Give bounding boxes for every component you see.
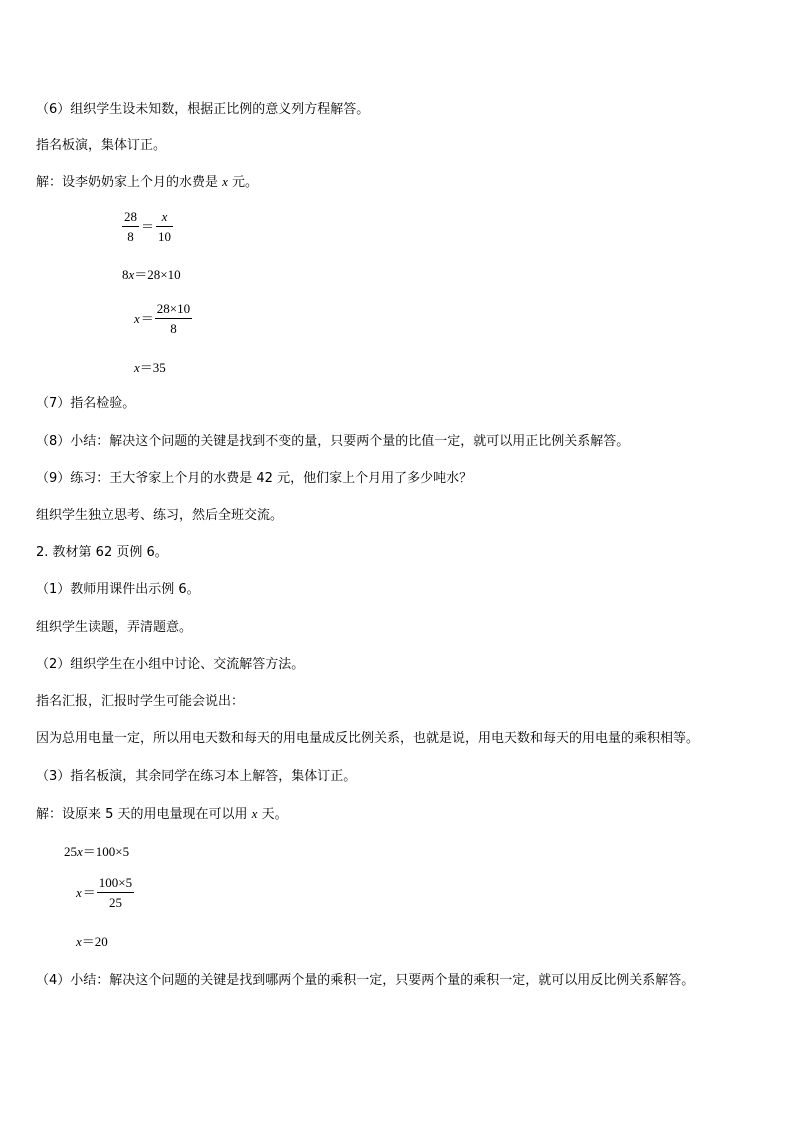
equation-divide <box>76 876 134 910</box>
equation-product <box>64 845 129 859</box>
paragraph-step-4-summary: （4）小结：解决这个问题的关键是找到哪两个量的乘积一定，只要两个量的乘积一定，就可以用反比例关系解答。 <box>36 973 695 988</box>
paragraph-solution-setup-2 <box>36 806 288 823</box>
variable-x: x <box>77 844 83 859</box>
fraction-denominator: 8 <box>127 229 134 244</box>
fraction <box>97 876 134 910</box>
variable-x: x <box>222 174 228 189</box>
fraction-numerator: 28×10 <box>155 302 192 319</box>
equation-divide <box>134 302 192 336</box>
paragraph-inverse-proportion-reason: 因为总用电量一定，所以用电天数和每天的用电量成反比例关系，也就是说，用电天数和每天的用电量的乘积相等。 <box>36 731 700 746</box>
equation-cross-multiply <box>122 268 181 282</box>
equation-rhs: ＝20 <box>81 934 108 949</box>
solution-suffix: 天。 <box>257 807 288 822</box>
variable-x: x <box>251 806 258 821</box>
paragraph-step-8-summary: （8）小结：解决这个问题的关键是找到不变的量，只要两个量的比值一定，就可以用正比例关系解答。 <box>36 434 630 449</box>
equation-rhs: ＝100×5 <box>82 844 130 859</box>
equals-sign: ＝ <box>82 885 96 900</box>
paragraph-step-1: （1）教师用课件出示例 6。 <box>36 582 200 597</box>
paragraph-solution-setup-1 <box>36 174 258 191</box>
paragraph-step-3: （3）指名板演，其余同学在练习本上解答，集体订正。 <box>36 769 357 784</box>
variable-x: x <box>134 360 140 375</box>
equation-proportion <box>122 210 173 244</box>
fraction-left <box>122 210 139 244</box>
variable-x: x <box>76 885 82 900</box>
fraction-numerator: 28 <box>122 210 139 227</box>
fraction <box>155 302 192 336</box>
equals-sign: ＝ <box>141 219 155 234</box>
fraction-numerator: 100×5 <box>97 876 134 893</box>
paragraph-read-question: 组织学生读题，弄清题意。 <box>36 620 193 635</box>
solution-prefix: 解：设李奶奶家上个月的水费是 <box>36 175 223 190</box>
equation-rhs: ＝35 <box>139 360 166 375</box>
equation-result <box>76 935 108 949</box>
equation-coef: 8 <box>122 267 129 282</box>
paragraph-step-9-exercise: （9）练习：王大爷家上个月的水费是 42 元，他们家上个月用了多少吨水？ <box>36 471 473 486</box>
equation-coef: 25 <box>64 844 77 859</box>
fraction-numerator: x <box>156 210 173 227</box>
paragraph-independent-practice: 组织学生独立思考、练习，然后全班交流。 <box>36 508 284 523</box>
variable-x: x <box>76 934 82 949</box>
variable-x: x <box>128 267 135 282</box>
solution-prefix: 解：设原来 5 天的用电量现在可以用 <box>36 807 252 822</box>
equals-sign: ＝ <box>140 311 154 326</box>
fraction-denominator: 25 <box>108 895 122 910</box>
paragraph-report: 指名汇报，汇报时学生可能会说出： <box>36 694 245 709</box>
paragraph-board-demo: 指名板演，集体订正。 <box>36 138 167 153</box>
solution-suffix: 元。 <box>227 175 259 190</box>
section-heading-example-6: 2. 教材第 62 页例 6。 <box>36 545 168 560</box>
paragraph-step-6: （6）组织学生设未知数，根据正比例的意义列方程解答。 <box>36 102 370 117</box>
fraction-denominator: 8 <box>170 321 177 336</box>
paragraph-step-2: （2）组织学生在小组中讨论、交流解答方法。 <box>36 657 305 672</box>
variable-x: x <box>134 311 140 326</box>
equation-result <box>134 361 166 375</box>
fraction-denominator: 10 <box>158 229 172 244</box>
fraction-right <box>156 210 173 244</box>
equation-rhs: ＝28×10 <box>134 267 181 282</box>
paragraph-step-7: （7）指名检验。 <box>36 396 136 411</box>
